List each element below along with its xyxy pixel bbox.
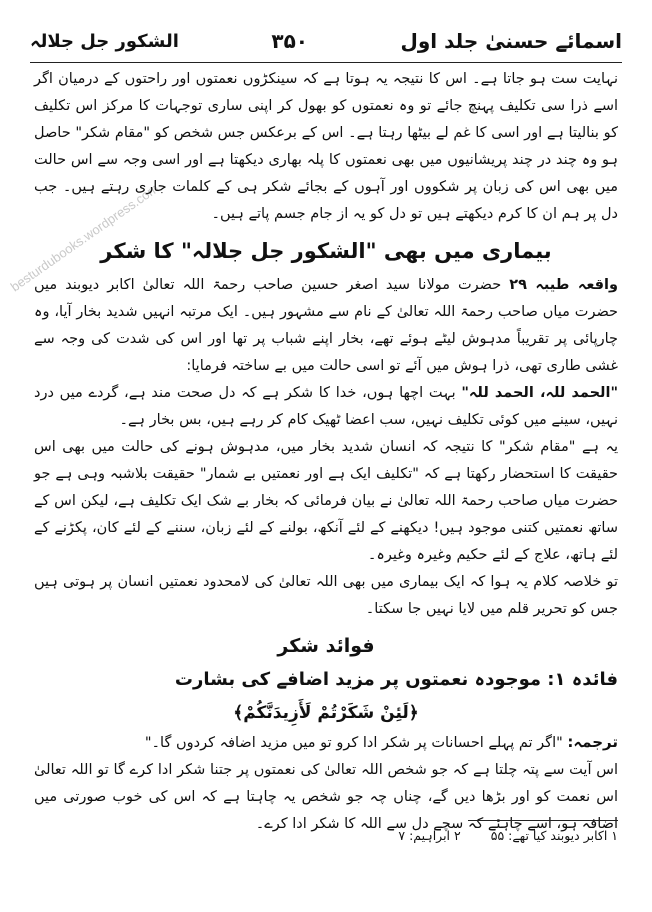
heading-benefits: فوائد شکر <box>277 635 375 657</box>
quote-rest: بہت اچھا ہوں، خدا کا شکر ہے کہ دل صحت مند ہے، گردے میں درد نہیں، سینے میں کوئی تکلیف نہیں، سب اعضا ٹھیک کام کر رہے ہیں، بس بخار ہے۔ <box>34 385 618 428</box>
paragraph-faida: اس آیت سے پتہ چلتا ہے کہ جو شخص اللہ تعالیٰ کی نعمتوں پر جتنا شکر ادا کرے گا تو اللہ تعالیٰ اس نعمت کو اور بڑھا دیں گے، چناں چہ جو شخص یہ چاہتا ہے کہ اس کی خوب صورتی میں اضافہ ہو، اسے چاہئے کہ سچے دل سے اللہ کا شکر ادا کرے۔ <box>34 762 618 832</box>
faida-line: فائدہ ۱: موجودہ نعمتوں پر مزید اضافے کی بشارت <box>174 669 618 690</box>
tarjuma-label: ترجمہ: <box>567 733 618 751</box>
page-header <box>30 22 622 60</box>
paragraph-waqia <box>34 272 618 380</box>
paragraph-result: یہ ہے "مقام شکر" کا نتیجہ کہ انسان شدید بخار میں، مدہوش ہونے کی حالت میں بھی اس حقیقت کا استحضار رکھتا ہے کہ "تکلیف ایک ہے اور نعمتیں بے شمار" حقیقت بلاشبہ وہی ہے جو حضرت میاں صاحب رحمۃ اللہ تعالیٰ نے بیان فرمائی کہ بخار بے شک ایک تکلیف ہے، لیکن اس کے ساتھ نعمتیں کتنی موجود ہیں! دیکھنے کے لئے آنکھ، بولنے کے لئے زبان، سننے کے لئے کان، پکڑنے کے لئے ہاتھ، علاج کے لئے حکیم وغیرہ وغیرہ۔ <box>34 439 618 563</box>
paragraph-intro: نہایت ست ہو جاتا ہے۔ اس کا نتیجہ یہ ہوتا ہے کہ سینکڑوں نعمتوں اور راحتوں کے درمیان اگر اسے ذرا سی تکلیف پہنچ جائے تو وہ نعمتوں کو بھول کر اپنی ساری توجہات کا مرکز اس تکلیف کو بنالیتا ہے اور اسی کا غم لے بیٹھا رہتا ہے۔ اس کے برعکس جس شخص کو "مقام شکر" حاصل ہو وہ چند در چند پریشانیوں میں بھی نعمتوں کا پلہ بھاری دیکھتا ہے اور اسی وجہ سے اس حالت میں بھی اس کی زبان پر شکووں اور آہوں کے بجائے شکر ہی کے کلمات جاری رہتے ہیں۔ جب دل پر ہم ان کا کرم دیکھتے ہیں تو دل کو یہ از جام جسم پاتے ہیں۔ <box>34 71 618 222</box>
faida-label: فائدہ ۱ <box>554 669 618 690</box>
section-name: الشکور جل جلالہ <box>30 30 179 52</box>
watermark: besturdubooks.wordpress.com <box>7 180 162 295</box>
header-rule <box>30 62 622 63</box>
waqia-text: حضرت مولانا سید اصغر حسین صاحب رحمۃ اللہ تعالیٰ اکابر دیوبند میں حضرت میاں صاحب رحمۃ اللہ تعالیٰ کے نام سے مشہور ہیں۔ ایک مرتبہ انہیں شدید بخار آیا، وہ چارپائی پر تقریباً مدہوش لیٹے ہوئے تھے، بخار اپنے شباب پر تھا اور اس کی شدت کی وجہ سے غشی طاری تھی، ذرا ہوش میں آئے تو اسی حالت میں بے ساختہ فرمایا: <box>34 277 618 374</box>
faida-title: موجودہ نعمتوں پر مزید اضافے کی بشارت <box>174 669 542 690</box>
quran-verse: ﴿لَئِنْ شَكَرْتُمْ لَأَزِيدَنَّكُمْ﴾ <box>233 703 419 723</box>
quote-arabic: "الحمد للہ، الحمد للہ" <box>461 385 619 401</box>
page-body <box>34 66 618 838</box>
footnote-2: ۲ ابراہیم: ۷ <box>398 828 461 843</box>
heading-sickness: بیماری میں بھی "الشکور جل جلالہ" کا شکر <box>100 239 552 263</box>
book-title: اسمائے حسنیٰ جلد اول <box>400 29 622 53</box>
waqia-label: واقعہ طیبہ ۲۹ <box>509 277 619 293</box>
page-number: ۳۵۰ <box>271 29 309 53</box>
paragraph-summary: تو خلاصہ کلام یہ ہوا کہ ایک بیماری میں بھی اللہ تعالیٰ کی لامحدود نعمتیں انسان پر ہوتی ہیں جس کو تحریر قلم میں لایا نہیں جا سکتا۔ <box>34 574 618 617</box>
footnote-1: ۱ اکابر دیوبند کیا تھے: ۵۵ <box>490 828 618 843</box>
tarjuma-text: "اگر تم پہلے احسانات پر شکر ادا کرو تو میں مزید اضافہ کردوں گا۔" <box>144 735 563 751</box>
paragraph-quote <box>34 380 618 434</box>
footnote-rule <box>468 820 618 821</box>
tarjuma-line <box>34 729 618 757</box>
footnotes <box>34 826 618 846</box>
